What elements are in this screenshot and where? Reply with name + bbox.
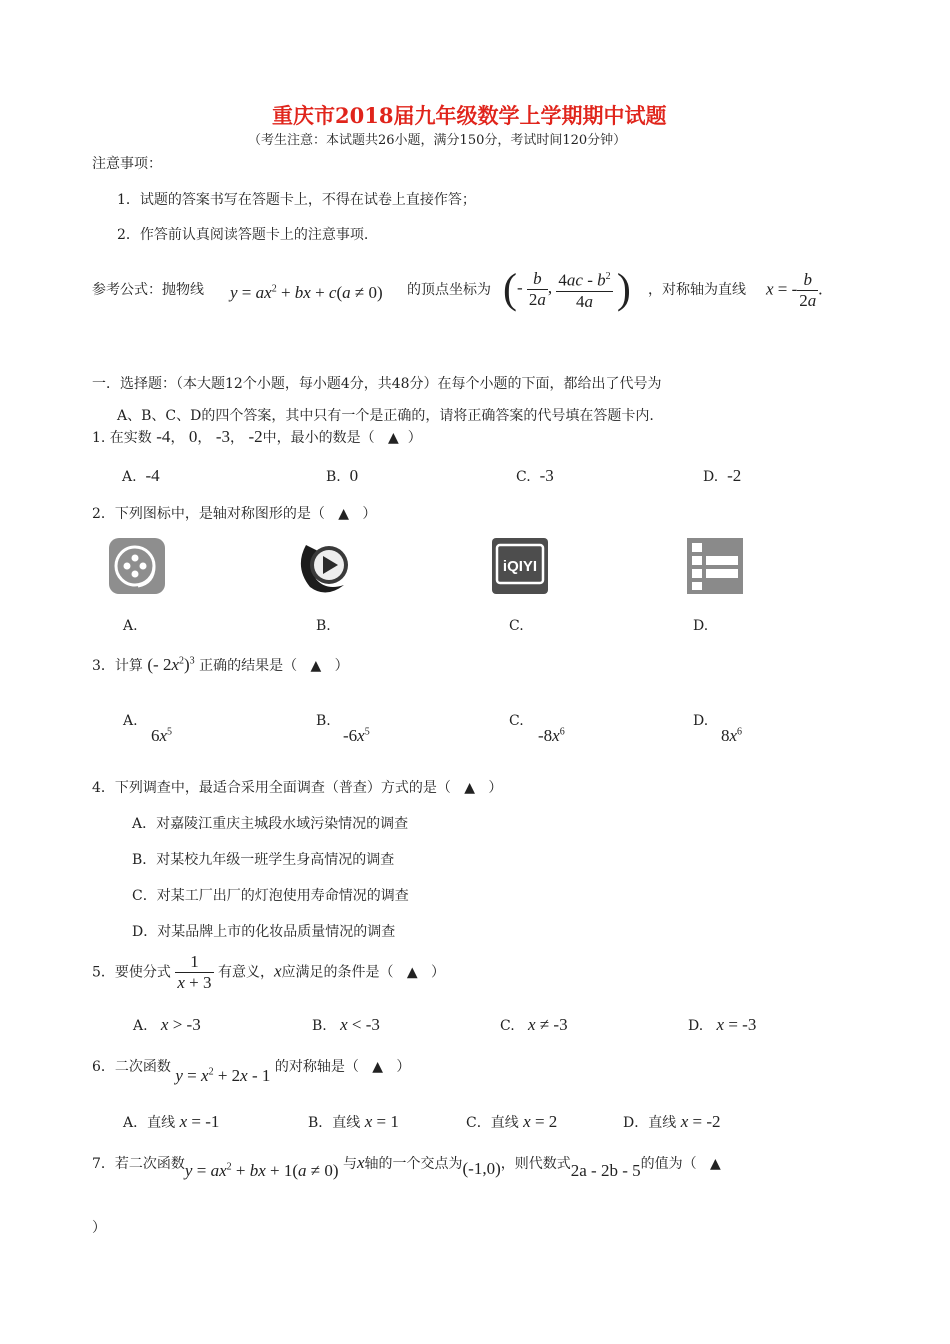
q7-close: ） [92,1220,106,1236]
iqiyi-logo-text: iQIYI [502,558,538,575]
q6-close: ） [396,1059,411,1075]
section-instructions: A、B、C、D的四个答案，其中只有一个是正确的，请将正确答案的代号填在答题卡内. [117,408,654,424]
axis-formula: x = - $\frac{b}{2a}$ . [766,270,823,310]
q5-fraction: $\frac{1}{x + 3}$ [177,952,212,992]
iqiyi-logo-icon [491,537,549,595]
option-label: A. [133,1018,148,1034]
q2-label-a: A. [123,618,138,634]
question-2 [92,503,376,523]
q1-option-b [326,466,358,486]
question-4 [92,777,502,797]
q3-option-c: $-8x^6$ [538,726,565,745]
q1-prefix: 1. 在实数 [92,430,152,446]
q3-suffix: 正确的结果是（ [199,658,298,674]
q6-suffix: 的对称轴是（ [274,1059,359,1075]
q7-mid1: 与 [342,1156,357,1172]
q7-point: (-1,0) [462,1159,501,1178]
q6-equation: $y = x^2 + 2x - 1$ [175,1066,271,1085]
option-label: C. [516,469,531,485]
q5-option-a: A. x > -3 [133,1015,201,1034]
option-label: A．直线 [123,1115,176,1131]
q5-var: x [273,961,282,981]
q3-close: ） [334,658,349,674]
q5-suffix: 应满足的条件是（ [281,964,394,981]
exam-subtitle: （考生注意：本试题共26小题，满分150分，考试时间120分钟） [248,133,627,148]
option-label: A. [122,469,137,485]
option-label: B. [312,1018,327,1034]
note-item: 1．试题的答案书写在答题卡上，不得在试卷上直接作答； [117,192,476,208]
q3-label-b: B. [316,713,331,729]
option-value: = -1 [191,1112,220,1131]
q4-option-d: D．对某品牌上市的化妆品质量情况的调查 [132,924,396,940]
option-value: = 1 [376,1112,399,1131]
q6-option-b: B．直线 x = 1 [308,1112,399,1131]
q5-close: ） [431,964,446,981]
q3-label-c: C. [509,713,524,729]
q4-option-b: B．对某校九年级一班学生身高情况的调查 [132,852,395,868]
q1-option-a [122,466,160,486]
option-label: C．直线 [466,1115,519,1131]
option-label: C. [500,1018,515,1034]
q6-prefix: 6．二次函数 [92,1059,171,1075]
option-label: B. [326,469,341,485]
q3-pow: 5 [364,726,370,738]
option-label: B．直线 [308,1115,361,1131]
question-3 [92,655,349,675]
q1-num: -3 [215,427,231,446]
answer-triangle: ▲ [464,780,476,796]
vertex-formula: (- $\frac{b}{2a}$ , $\frac{4ac - b^2}{4a}$ ) [503,266,631,313]
notes-heading: 注意事项： [92,156,162,172]
q7-mid2: 轴的一个交点为 [364,1156,463,1172]
question-7 [92,1153,721,1180]
q6-option-a: A．直线 x = -1 [123,1112,220,1131]
option-value: = 2 [534,1112,558,1131]
q5-option-d: D. x = -3 [688,1015,757,1034]
film-strip-icon [686,537,744,595]
question-1: 1. 在实数 -4， 0， -3， -2中，最小的数是（ ▲ ） [92,427,422,446]
option-value: = -2 [692,1112,721,1131]
video-reel-icon [108,537,166,595]
answer-triangle: ▲ [388,430,399,446]
q3-coef: 6 [151,726,160,745]
answer-triangle: ▲ [372,1059,383,1075]
section-heading: 一．选择题：（本大题12个小题，每小题4分，共48分）在每个小题的下面，都给出了代号为 [92,376,662,392]
q3-coef: -6 [343,726,358,745]
q3-label-a: A. [123,713,138,729]
option-value: 0 [349,466,359,485]
q5-middle: 有意义， [217,964,274,981]
q3-option-b: $-6x^5$ [343,726,370,745]
q1-num: -2 [248,427,263,446]
q4-close: ） [488,780,503,796]
q4-option-c: C．对某工厂出厂的灯泡使用寿命情况的调查 [132,888,409,904]
q3-pow: 6 [737,726,743,738]
page-title: 重庆市2018届九年级数学上学期期中试题 [272,103,667,128]
q2-label-d: D. [693,618,709,634]
q1-suffix: 中，最小的数是（ [262,430,375,446]
option-value: = -3 [728,1015,757,1034]
q2-text: 2．下列图标中，是轴对称图形的是（ [92,506,325,522]
formula-prefix: 参考公式：抛物线 [92,282,204,298]
option-value: -3 [539,466,554,485]
q1-num: -4 [156,427,171,446]
q4-text: 4．下列调查中，最适合采用全面调查（普查）方式的是（ [92,780,451,796]
q7-suffix: 的值为（ [640,1156,697,1172]
option-label: D. [688,1018,704,1034]
option-value: < -3 [351,1015,380,1034]
q5-prefix: 5．要使分式 [92,964,171,981]
q7-equation: $y = ax^2$ + bx + 1(a ≠ 0) [184,1161,339,1180]
q4-option-a: A．对嘉陵江重庆主城段水域污染情况的调查 [132,816,409,832]
q7-mid3: ，则代数式 [500,1156,571,1172]
q1-num: 0 [188,427,198,446]
q3-coef: -8 [538,726,553,745]
q5-option-b: B. x < -3 [312,1015,380,1034]
answer-triangle: ▲ [310,658,322,674]
q3-pow: 6 [559,726,565,738]
note-item: 2．作答前认真阅读答题卡上的注意事项. [117,227,369,243]
option-value: > -3 [172,1015,201,1034]
option-label: D．直线 [623,1115,677,1131]
q7-expression: 2a - 2b - 5 [570,1161,641,1180]
question-6 [92,1056,411,1085]
answer-triangle: ▲ [406,964,418,981]
q7-var: x [356,1153,365,1172]
q3-option-a: $6x^5$ [151,726,173,745]
option-value: -4 [145,466,160,485]
answer-triangle: ▲ [338,506,350,522]
q2-close: ） [362,506,377,522]
option-label: D. [703,469,719,485]
q2-label-c: C. [509,618,524,634]
q6-option-c: C．直线 x = 2 [466,1112,558,1131]
q7-prefix: 7．若二次函数 [92,1156,185,1172]
q2-label-b: B. [316,618,331,634]
q3-option-d: $8x^6$ [721,726,743,745]
q3-expression: (- $2x^2)^3$ [147,655,195,674]
q3-pow: 5 [167,726,173,738]
option-value: -2 [727,466,742,485]
q3-label-d: D. [693,713,709,729]
q5-option-c: C. x ≠ -3 [500,1015,568,1034]
formula-middle: 的顶点坐标为 [407,282,491,298]
q3-prefix: 3．计算 [92,658,143,674]
parabola-equation: $y = ax^2$ + bx + c(a ≠ 0) [230,283,383,302]
q1-close: ） [407,430,422,446]
question-5 [92,952,445,993]
q3-coef: 8 [721,726,730,745]
answer-triangle: ▲ [709,1156,721,1172]
play-swirl-icon [296,537,354,595]
formula-axis-text: ，对称轴为直线 [648,282,746,298]
q1-option-d [703,466,741,486]
q1-option-c [516,466,554,486]
q6-option-d: D．直线 x = -2 [623,1112,721,1131]
option-value: ≠ -3 [539,1015,568,1034]
